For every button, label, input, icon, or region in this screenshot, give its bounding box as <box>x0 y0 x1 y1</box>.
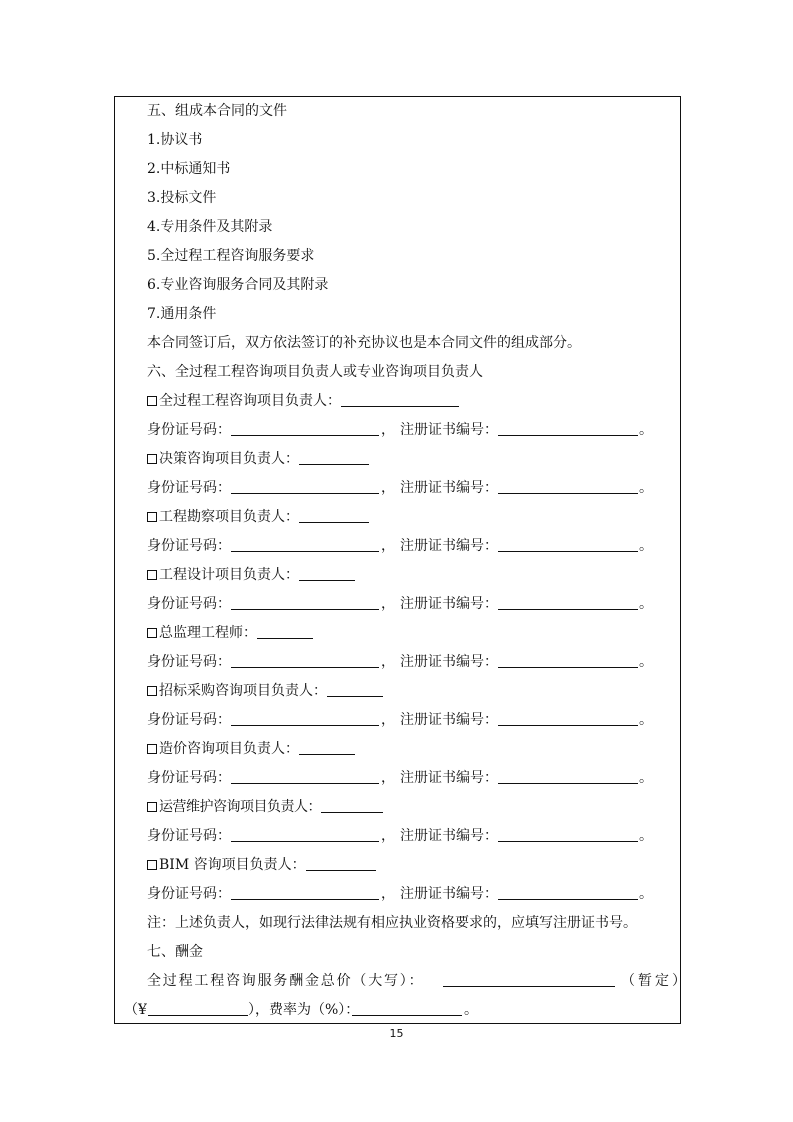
checkbox[interactable] <box>147 628 157 638</box>
period: 。 <box>464 1002 478 1018</box>
reg-label: 注册证书编号： <box>400 886 498 902</box>
checkbox[interactable] <box>147 396 157 406</box>
id-blank[interactable] <box>231 421 379 436</box>
period: 。 <box>639 828 653 844</box>
id-label: 身份证号码： <box>147 886 231 902</box>
reg-label: 注册证书编号： <box>400 422 498 438</box>
period: 。 <box>639 770 653 786</box>
id-blank[interactable] <box>231 711 379 726</box>
reg-label: 注册证书编号： <box>400 596 498 612</box>
role-label: 决策咨询项目负责人： <box>159 451 299 467</box>
reg-label: 注册证书编号： <box>400 712 498 728</box>
name-blank[interactable] <box>299 740 355 755</box>
name-blank[interactable] <box>327 682 383 697</box>
comma: ， <box>381 596 395 612</box>
doc-item-7: 7.通用条件 <box>147 306 217 322</box>
id-blank[interactable] <box>231 653 379 668</box>
section-5-note: 本合同签订后，双方依法签订的补充协议也是本合同文件的组成部分。 <box>147 335 581 351</box>
rate-label: ），费率为（%）： <box>248 1002 360 1018</box>
comma: ， <box>381 480 395 496</box>
id-blank[interactable] <box>231 885 379 900</box>
id-label: 身份证号码： <box>147 538 231 554</box>
role-line-operation <box>147 798 383 816</box>
id-label: 身份证号码： <box>147 828 231 844</box>
period: 。 <box>639 886 653 902</box>
period: 。 <box>639 712 653 728</box>
checkbox[interactable] <box>147 570 157 580</box>
role-line-general <box>147 392 459 410</box>
reg-blank[interactable] <box>498 421 638 436</box>
role-label: 总监理工程师： <box>159 625 257 641</box>
role-line-cost <box>147 740 355 758</box>
section-7-heading: 七、酬金 <box>147 944 203 960</box>
checkbox[interactable] <box>147 744 157 754</box>
role-label: BIM 咨询项目负责人： <box>159 857 306 873</box>
doc-item-6: 6.专业咨询服务合同及其附录 <box>147 277 329 293</box>
period: 。 <box>639 480 653 496</box>
tentative-label: （暂定） <box>621 973 689 989</box>
role-label: 全过程工程咨询项目负责人： <box>159 393 341 409</box>
id-label: 身份证号码： <box>147 712 231 728</box>
id-label: 身份证号码： <box>147 654 231 670</box>
name-blank[interactable] <box>257 624 313 639</box>
doc-item-2: 2.中标通知书 <box>147 161 231 177</box>
reg-label: 注册证书编号： <box>400 654 498 670</box>
role-line-decision <box>147 450 369 468</box>
period: 。 <box>639 596 653 612</box>
role-label: 运营维护咨询项目负责人： <box>159 799 321 815</box>
reg-label: 注册证书编号： <box>400 480 498 496</box>
role-line-procurement <box>147 682 383 700</box>
doc-item-3: 3.投标文件 <box>147 190 217 206</box>
id-label: 身份证号码： <box>147 422 231 438</box>
role-label: 造价咨询项目负责人： <box>159 741 299 757</box>
role-label: 工程勘察项目负责人： <box>159 509 299 525</box>
comma: ， <box>381 712 395 728</box>
section-6-note: 注：上述负责人，如现行法律法规有相应执业资格要求的，应填写注册证书号。 <box>147 915 637 931</box>
role-line-survey <box>147 508 369 526</box>
doc-item-1: 1.协议书 <box>147 132 203 148</box>
id-blank[interactable] <box>231 479 379 494</box>
reg-blank[interactable] <box>498 711 638 726</box>
section-5-heading: 五、组成本合同的文件 <box>147 103 287 119</box>
period: 。 <box>639 654 653 670</box>
name-blank[interactable] <box>341 392 459 407</box>
role-label: 招标采购咨询项目负责人： <box>159 683 327 699</box>
comma: ， <box>381 770 395 786</box>
yen-amount-blank[interactable] <box>148 1001 248 1016</box>
id-label: 身份证号码： <box>147 480 231 496</box>
fee-amount-blank[interactable] <box>443 972 615 987</box>
id-blank[interactable] <box>231 769 379 784</box>
checkbox[interactable] <box>147 686 157 696</box>
doc-item-5: 5.全过程工程咨询服务要求 <box>147 248 315 264</box>
role-label: 工程设计项目负责人： <box>159 567 299 583</box>
reg-blank[interactable] <box>498 827 638 842</box>
section-6-heading: 六、全过程工程咨询项目负责人或专业咨询项目负责人 <box>147 364 483 380</box>
name-blank[interactable] <box>299 450 369 465</box>
doc-item-4: 4.专用条件及其附录 <box>147 219 273 235</box>
comma: ， <box>381 886 395 902</box>
comma: ， <box>381 828 395 844</box>
checkbox[interactable] <box>147 860 157 870</box>
id-blank[interactable] <box>231 827 379 842</box>
rate-blank[interactable] <box>352 1001 462 1016</box>
name-blank[interactable] <box>321 798 383 813</box>
comma: ， <box>381 538 395 554</box>
period: 。 <box>639 422 653 438</box>
reg-blank[interactable] <box>498 885 638 900</box>
checkbox[interactable] <box>147 512 157 522</box>
reg-label: 注册证书编号： <box>400 770 498 786</box>
name-blank[interactable] <box>299 566 355 581</box>
id-label: 身份证号码： <box>147 770 231 786</box>
reg-label: 注册证书编号： <box>400 828 498 844</box>
reg-blank[interactable] <box>498 769 638 784</box>
name-blank[interactable] <box>299 508 369 523</box>
checkbox[interactable] <box>147 802 157 812</box>
comma: ， <box>381 422 395 438</box>
id-blank[interactable] <box>231 537 379 552</box>
reg-label: 注册证书编号： <box>400 538 498 554</box>
id-blank[interactable] <box>231 595 379 610</box>
reg-blank[interactable] <box>498 537 638 552</box>
checkbox[interactable] <box>147 454 157 464</box>
role-line-bim <box>147 856 376 874</box>
role-line-design <box>147 566 355 584</box>
yen-open: （¥ <box>124 1002 147 1018</box>
name-blank[interactable] <box>306 856 376 871</box>
role-line-supervisor <box>147 624 313 642</box>
id-label: 身份证号码： <box>147 596 231 612</box>
reg-blank[interactable] <box>498 653 638 668</box>
comma: ， <box>381 654 395 670</box>
fee-label: 全过程工程咨询服务酬金总价（大写）： <box>147 973 425 989</box>
period: 。 <box>639 538 653 554</box>
reg-blank[interactable] <box>498 595 638 610</box>
page-number: 15 <box>389 1027 404 1040</box>
reg-blank[interactable] <box>498 479 638 494</box>
